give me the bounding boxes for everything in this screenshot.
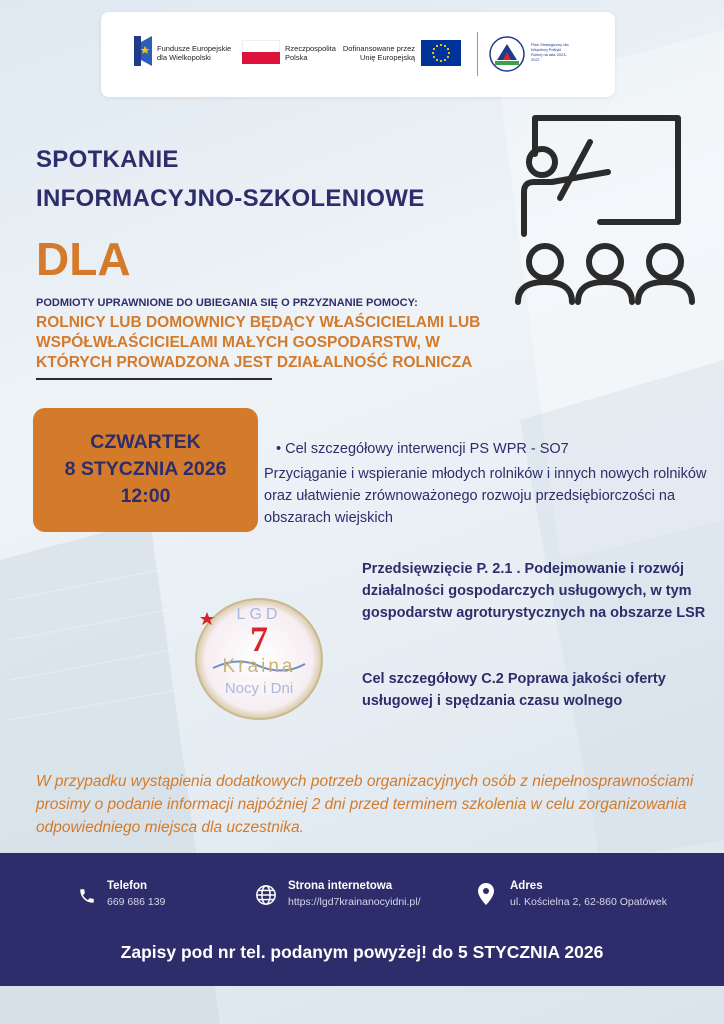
bullet-icon: • xyxy=(276,441,286,457)
location-pin-icon xyxy=(478,883,494,905)
wpr-logo-text: Plan Strategiczny dla Wspólnej Polityki Rolnej na lata 2023-2027 xyxy=(531,42,569,62)
phone-icon xyxy=(78,887,96,905)
event-day: CZWARTEK xyxy=(90,431,201,453)
project-description: Przedsięwzięcie P. 2.1 . Podejmowanie i rozwój działalności gospodarczych usługowych, w tym gospodarstw agroturystycznych na obszarze LSR xyxy=(362,561,706,621)
contact-footer xyxy=(0,853,724,986)
website-link[interactable]: https://lgd7krainanocyidni.pl/ xyxy=(288,896,421,908)
website-label: Strona internetowa xyxy=(288,880,393,892)
polish-flag-icon xyxy=(242,40,280,64)
logo-separator xyxy=(477,32,478,76)
specific-goal: Cel szczegółowy C.2 Poprawa jakości oferty usługowej i spędzania czasu wolnego xyxy=(362,671,666,709)
objective-bullet xyxy=(276,441,569,457)
page-title-line2: INFORMACYJNO-SZKOLENIOWE xyxy=(36,185,425,212)
eligibility-heading: PODMIOTY UPRAWNIONE DO UBIEGANIA SIĘ O PRZYZNANIE POMOCY: xyxy=(36,297,418,309)
fe-logo-text: Fundusze Europejskie dla Wielkopolski xyxy=(157,44,232,62)
lgd-logo xyxy=(193,596,325,722)
event-time: 12:00 xyxy=(120,485,171,507)
eu-logo-text: Dofinansowane przez Unię Europejską xyxy=(342,44,415,62)
lgd-logo-bottom: Nocy i Dni xyxy=(224,680,294,697)
address-value: ul. Kościelna 2, 62-860 Opatówek xyxy=(510,896,668,908)
page-title-dla: DLA xyxy=(36,233,131,285)
objective-heading: Cel szczegółowy interwencji PS WPR - SO7 xyxy=(285,441,569,457)
lgd-logo-number: 7 xyxy=(250,619,268,659)
accessibility-note: W przypadku wystąpienia dodatkowych potrzeb organizacyjnych osób z niepełnosprawnościami prosimy o podanie informacji najpóźniej 2 dni przed terminem szkolenia w celu zorganizowania odpowiedniego miejsca dla uczestnika. xyxy=(36,773,694,836)
rp-logo-text: Rzeczpospolita Polska xyxy=(285,44,336,62)
objective-description: Przyciąganie i wspieranie młodych rolników i innych nowych rolników oraz ułatwienie zrównoważonego rozwoju przedsiębiorczości na obszarach wiejskich xyxy=(264,466,707,526)
phone-value[interactable]: 669 686 139 xyxy=(107,896,166,908)
eligibility-text: ROLNICY LUB DOMOWNICY BĘDĄCY WŁAŚCICIELAMI LUB WSPÓŁWŁAŚCICIELAMI MAŁYCH GOSPODARSTW, W KTÓRYCH PROWADZONA JEST DZIAŁALNOŚĆ ROLNICZA xyxy=(36,314,481,371)
presentation-icon xyxy=(510,112,700,307)
divider xyxy=(36,378,272,380)
globe-icon xyxy=(255,884,277,906)
page-title-line1: SPOTKANIE xyxy=(36,146,179,173)
fe-logo-icon xyxy=(134,36,152,66)
registration-cta: Zapisy pod nr tel. podanym powyżej! do 5 STYCZNIA 2026 xyxy=(120,942,604,962)
event-date-box xyxy=(33,408,258,532)
event-date: 8 STYCZNIA 2026 xyxy=(64,458,227,480)
eu-flag-icon xyxy=(421,40,461,66)
wpr-logo-icon xyxy=(487,34,527,74)
lgd-logo-mid: Kraina xyxy=(222,656,296,677)
phone-label: Telefon xyxy=(107,880,148,892)
address-label: Adres xyxy=(510,880,543,892)
funding-logos-bar xyxy=(101,12,615,97)
lgd-logo-top: LGD xyxy=(236,606,282,623)
